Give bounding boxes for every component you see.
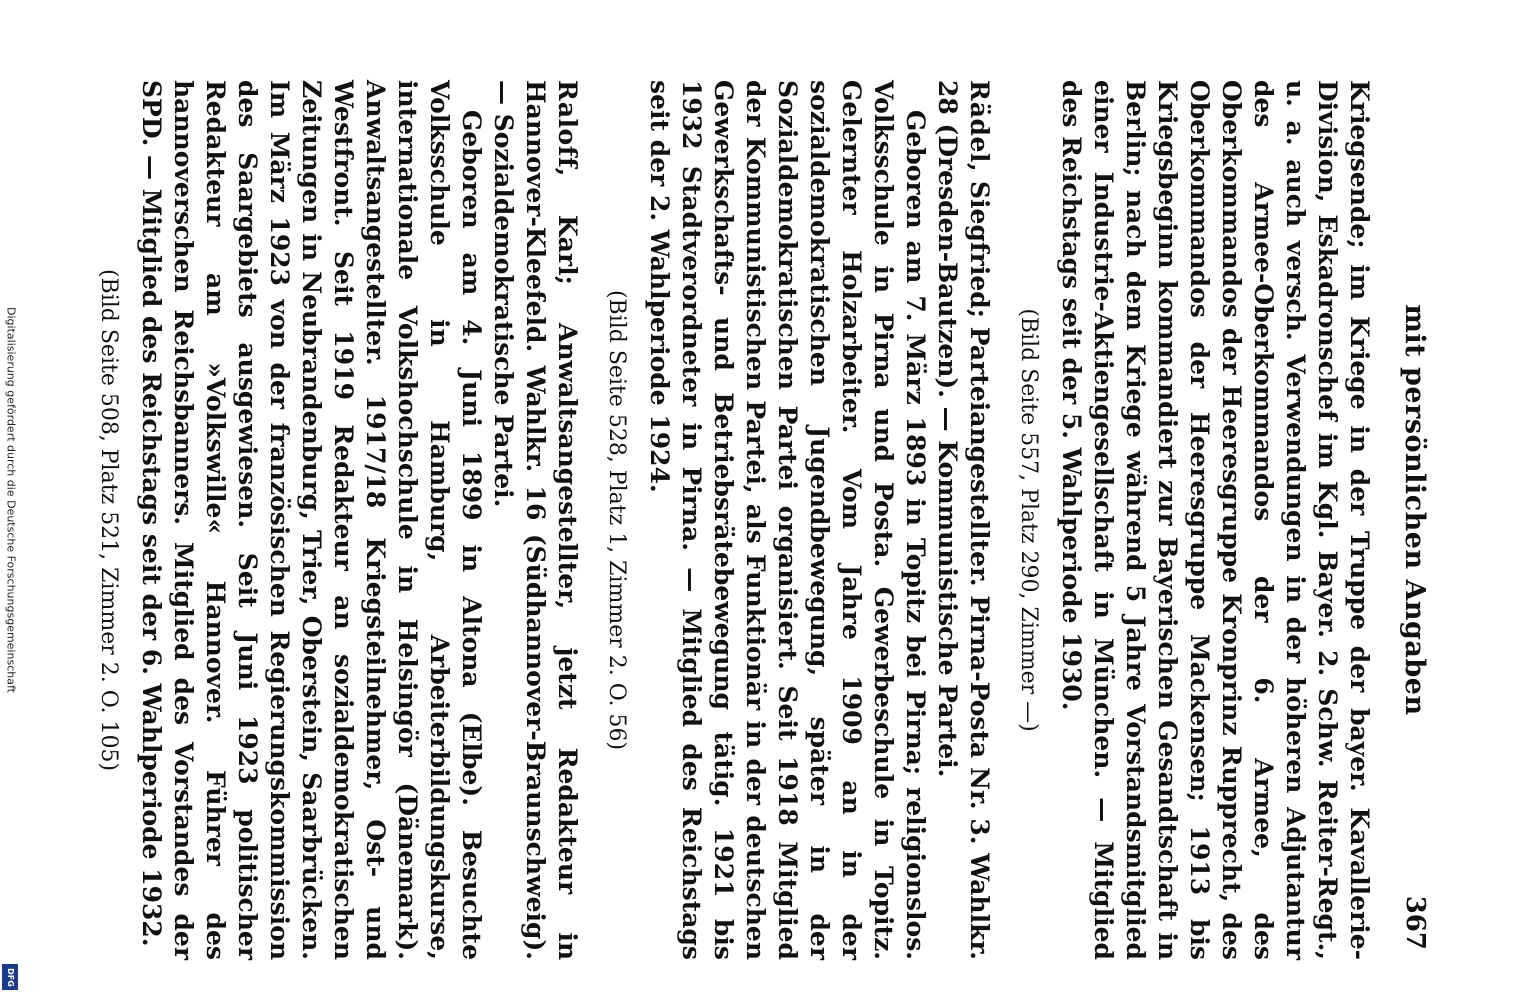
entry-biography: Geboren am 4. Juni 1899 in Altona (Elbe). Besuchte Volksschule in Hamburg, Arbeiterbildungskurse, internationale Volkshochschule in Helsingör (Dänemark). Anwaltsangestellter. 1917/18 Kriegsteilnehmer, Ost- und Westfront. Seit 1919 Redakteur an sozialdemokratischen Zeitungen in Neubrandenburg, Trier, Oberstein, Saarbrücken. Im März 1923 von der französischen Regierungskommission des Saargebiets ausgewiesen. Seit Juni 1923 politischer Redakteur am »Volkswille« Hannover. Führer des hannoverschen Reichsbanners. Mitglied des Vorstandes der SPD. — Mitglied des Reichstags seit der 6. Wahlperiode 1932. xyxy=(137,80,486,960)
page-header xyxy=(1390,70,1430,950)
page-header-title: mit persönlichen Angaben xyxy=(1399,304,1430,716)
entry-heading-text: Siegfried; Parteiangestellter. Pirna-Posta Nr. 3. Wahlkr. 28 (Dresden-Bautzen). — Kommunistische Partei. xyxy=(933,80,994,960)
scanned-page xyxy=(96,0,1470,1000)
entry-photo-reference: (Bild Seite 557, Platz 290, Zimmer —) xyxy=(1016,308,1041,732)
entry-continuation-text: Kriegsende; im Kriege in der Truppe der bayer. Kavallerie-Division, Eskadronschef im Kgl. Bayer. 2. Schw. Reiter-Regt., u. a. auch versch. Verwendungen in der höheren Adjutantur des Armee-Oberkommandos der 6. Armee, des Oberkommandos der Heeresgruppe Kronprinz Rupprecht, des Oberkommandos der Heeresgruppe Mackensen; 1913 bis Kriegsbeginn kommandiert zur Bayerischen Gesandtschaft in Berlin; nach dem Kriege während 5 Jahre Vorstandsmitglied einer Industrie-Aktiengesellschaft in München. — Mitglied des Reichstags seit der 5. Wahlperiode 1930. xyxy=(1057,80,1374,960)
dfg-logo-text: DFG xyxy=(5,967,15,987)
entry-heading-text: Karl; Anwaltsangestellter, jetzt Redakteur in Hannover-Kleefeld. Wahlkr. 16 (Südhannover-Braunschweig). — Sozialdemokratische Partei. xyxy=(489,80,582,960)
entry-photo-reference: (Bild Seite 528, Platz 1, Zimmer 2. O. 56) xyxy=(604,289,629,751)
entry-heading xyxy=(931,80,995,960)
page-number: 367 xyxy=(1400,895,1430,950)
entry-name: Rädel, xyxy=(965,80,994,173)
dfg-logo xyxy=(2,964,18,990)
entry-heading xyxy=(487,80,583,960)
digitization-credit xyxy=(0,0,22,1000)
entry-name: Raloff, xyxy=(553,80,582,177)
entry-biography: Geboren am 7. März 1893 in Topitz bei Pirna; religionslos. Volksschule in Pirna und Posta. Gewerbeschule in Topitz. Gelernter Holzarbeiter. Vom Jahre 1909 an in der sozialdemokratischen Jugendbewegung, später in der Sozialdemokratischen Partei organisiert. Seit 1918 Mitglied der Kommunistischen Partei, als Funktionär in der deutschen Gewerkschafts- und Betriebsrätebewegung tätig. 1921 bis 1932 Stadtverordneter in Pirna. — Mitglied des Reichstags seit der 2. Wahlperiode 1924. xyxy=(645,80,930,960)
page-body xyxy=(81,80,1375,960)
entry-photo-reference: (Bild Seite 508, Platz 521, Zimmer 2. O. 105) xyxy=(96,268,121,772)
credit-text: Digitalisierung gefördert durch die Deutsche Forschungsgemeinschaft xyxy=(4,307,18,693)
